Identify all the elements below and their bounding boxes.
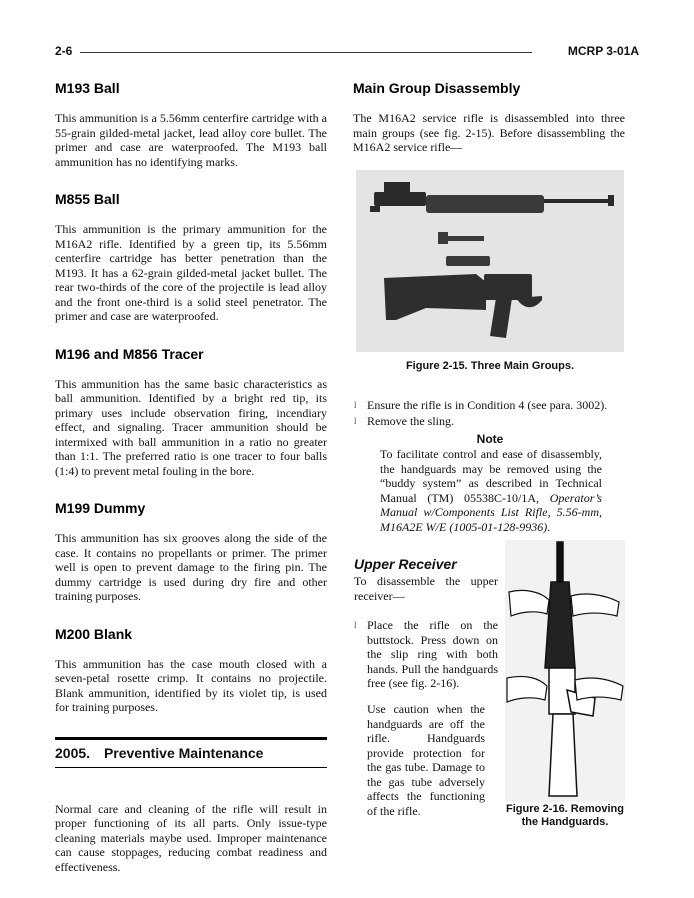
caution-text: Use caution when the handguards are off the rifle. Handguards provide protection for the gas tube. Damage to the gas tube adversely affects the functioning of the rifle.	[367, 702, 485, 818]
three-main-groups-photo	[356, 170, 624, 352]
left-column	[55, 80, 327, 874]
bullet-condition	[354, 398, 625, 413]
main-group-text: The M16A2 service rifle is disassembled into three main groups (see fig. 2-15). Before disassembling the M16A2 service rifle—	[353, 111, 625, 154]
bullet-sling-text: Remove the sling.	[367, 414, 454, 428]
m199-text: This ammunition has six grooves along the side of the case. It contains no propellants or primer. The primer well is open to prevent damage to the firing pin. The dummy cartridge is used during dry fire and other training purposes.	[55, 531, 327, 603]
section-title: Preventive Maintenance	[103, 744, 264, 761]
main-group-heading: Main Group Disassembly	[353, 80, 521, 96]
document-id: MCRP 3-01A	[567, 44, 639, 58]
m199-block	[55, 500, 327, 604]
bullet-sling	[354, 414, 625, 429]
upper-receiver-step-text: Place the rifle on the buttstock. Press down on the slip ring with both hands. Pull the handguards free (see fig. 2-16).	[367, 618, 498, 690]
upper-receiver-step	[354, 618, 498, 691]
m200-block	[55, 626, 327, 715]
m855-block	[55, 191, 327, 324]
figure-2-15-caption: Figure 2-15. Three Main Groups.	[405, 360, 575, 372]
page-number: 2-6	[55, 44, 73, 58]
m855-heading: M855 Ball	[55, 191, 120, 207]
upper-receiver-heading: Upper Receiver	[354, 556, 457, 572]
note-manual-title: Operator’s Manual w/Components List Rifle, 5.56-mm, M16A2E W/E (1005-01-128-9936)	[380, 490, 602, 534]
bullet-marker: l	[354, 400, 357, 410]
removing-handguards-drawing	[505, 540, 625, 802]
m193-heading: M193 Ball	[55, 80, 120, 96]
m200-text: This ammunition has the case mouth closed with a seven-petal rosette crimp. It contains no projectile. Blank ammunition, identified by its violet tip, is used for training purposes.	[55, 656, 327, 714]
note-title: Note	[476, 432, 504, 446]
m196-heading: M196 and M856 Tracer	[55, 345, 204, 362]
m855-text: This ammunition is the primary ammunition for the M16A2 rifle. Identified by a green tip, its 5.56mm centerfire cartridge has better penetration than the M193. It has a 62-grain gilded-metal jacket bullet. The rear two-thirds of the core of the projectile is lead alloy and the front one-third is a solid steel penetrator. The primer and case are waterproofed.	[55, 222, 327, 323]
upper-receiver-intro: To disassemble the upper receiver—	[354, 574, 498, 603]
m196-text: This ammunition has the same basic characteristics as ball ammunition. Identified by a bright red tip, its primary uses include observation firing, incendiary effect, and signaling. Tracer ammunition should be intermixed with ball ammunition in a ratio no greater than 1:1. The preferred ratio is one tracer to four balls (1:4) to prevent metal fouling in the bore.	[55, 376, 327, 478]
section-heading	[55, 737, 327, 768]
note-tail: .	[547, 519, 551, 534]
header-rule	[80, 52, 532, 53]
m200-heading: M200 Blank	[55, 625, 133, 642]
m193-block	[55, 80, 327, 169]
section-text: Normal care and cleaning of the rifle will result in proper functioning of its all parts. Only issue-type cleaning materials maybe used. Improper maintenance can cause stoppages, reducing combat readiness and effectiveness.	[55, 801, 327, 874]
right-column	[353, 80, 625, 155]
figure-2-16-caption: Figure 2-16. Removing the Handguards.	[506, 803, 624, 828]
bullet-condition-text: Ensure the rifle is in Condition 4 (see para. 3002).	[367, 398, 608, 412]
m196-block	[55, 346, 327, 479]
bullet-marker: l	[354, 416, 357, 426]
note-text: To facilitate control and ease of disassembly, the handguards may be removed using the “buddy system” as described in Technical Manual (TM) 05538C-10/1A,	[380, 447, 602, 505]
m193-text: This ammunition is a 5.56mm centerfire cartridge with a 55-grain gilded-metal jacket, lead alloy core bullet. The primer and case are waterproofed. The M193 ball ammunition has no identifying marks.	[55, 111, 327, 169]
m199-heading: M199 Dummy	[55, 500, 146, 516]
note-body	[380, 447, 602, 534]
bullet-marker: l	[354, 620, 357, 630]
section-number: 2005.	[55, 744, 91, 761]
